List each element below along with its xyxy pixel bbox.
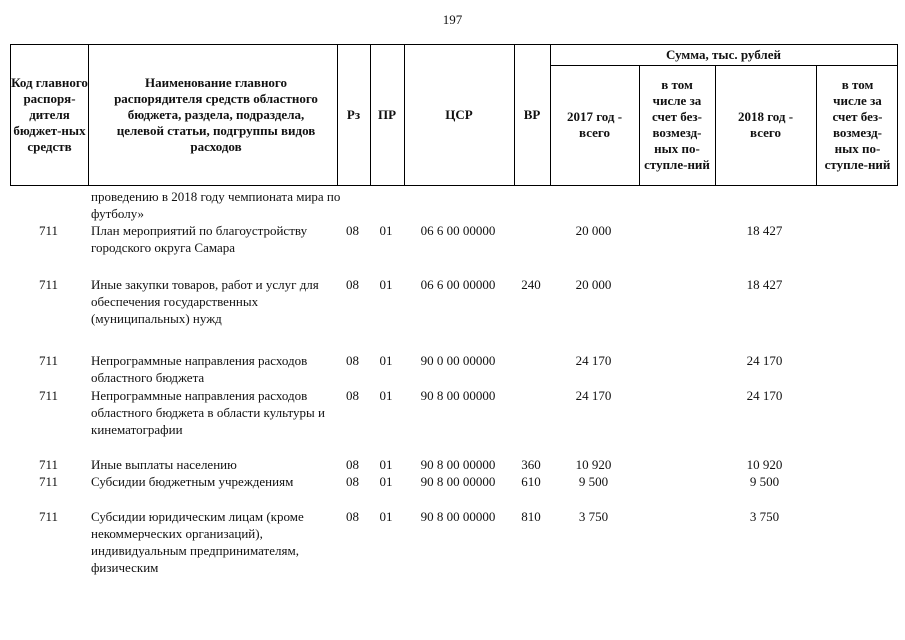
row-sum-2017: 20 000 [575, 223, 612, 238]
row-sum-2017: 10 920 [575, 457, 612, 472]
row-rz: 08 [346, 353, 359, 368]
header-sum-2018-total: 2018 год - всего [737, 109, 794, 140]
row-sum-2018: 18 427 [746, 277, 783, 292]
row-csr: 06 6 00 00000 [420, 223, 496, 238]
row-rz: 08 [346, 509, 359, 524]
row-sum-2018: 10 920 [746, 457, 783, 472]
row-name: проведению в 2018 году чемпионата мира по футболу» [91, 189, 341, 221]
row-vr: 240 [521, 277, 541, 292]
row-rz: 08 [346, 474, 359, 489]
row-pr: 01 [379, 223, 393, 238]
row-csr: 06 6 00 00000 [420, 277, 496, 292]
row-csr: 90 0 00 00000 [420, 353, 496, 368]
header-name: Наименование главного распорядителя средств областного бюджета, раздела, подраздела, целевой статьи, подгруппы видов расходов [114, 75, 318, 154]
row-sum-2018: 3 750 [749, 509, 780, 524]
row-name: Субсидии юридическим лицам (кроме некоммерческих организаций), индивидуальным предпринимателям, физическим [91, 509, 304, 575]
row-code: 711 [38, 509, 59, 524]
row-code: 711 [38, 223, 59, 238]
row-csr: 90 8 00 00000 [420, 457, 496, 472]
row-sum-2017: 9 500 [578, 474, 609, 489]
row-rz: 08 [346, 388, 359, 403]
row-vr: 610 [521, 474, 541, 489]
header-sum-group: Сумма, тыс. рублей [666, 47, 781, 62]
row-code: 711 [38, 277, 59, 292]
row-code: 711 [38, 457, 59, 472]
row-code: 711 [38, 353, 59, 368]
row-vr: 810 [521, 509, 541, 524]
row-sum-2017: 3 750 [578, 509, 609, 524]
header-sum-2018-free: в том числе за счет без-возмезд-ных по-ступле-ний [824, 77, 891, 172]
header-sum-2017-total: 2017 год - всего [566, 109, 623, 140]
header-vr: ВР [523, 107, 541, 122]
row-rz: 08 [346, 457, 359, 472]
row-vr: 360 [521, 457, 541, 472]
page-number: 197 [442, 12, 463, 27]
row-sum-2017: 24 170 [575, 353, 612, 368]
row-pr: 01 [379, 353, 393, 368]
row-name: Иные выплаты населению [91, 457, 237, 472]
row-rz: 08 [346, 277, 359, 292]
table-header [10, 44, 898, 186]
row-sum-2018: 24 170 [746, 388, 783, 403]
row-name: План мероприятий по благоустройству городского округа Самара [91, 223, 308, 255]
row-pr: 01 [379, 457, 393, 472]
row-sum-2018: 24 170 [746, 353, 783, 368]
row-csr: 90 8 00 00000 [420, 474, 496, 489]
row-pr: 01 [379, 509, 393, 524]
header-rz: Рз [346, 107, 361, 122]
row-name: Непрограммные направления расходов областного бюджета [91, 353, 308, 385]
row-name: Непрограммные направления расходов областного бюджета в области культуры и кинематографии [91, 388, 325, 437]
header-code: Код главного распоря-дителя бюджет-ных средств [11, 75, 88, 154]
row-name: Субсидии бюджетным учреждениям [91, 474, 294, 489]
row-rz: 08 [346, 223, 359, 238]
row-sum-2017: 24 170 [575, 388, 612, 403]
row-pr: 01 [379, 388, 393, 403]
row-code: 711 [38, 474, 59, 489]
header-csr: ЦСР [445, 107, 473, 122]
header-sum-2017-free: в том числе за счет без-возмезд-ных по-ступле-ний [644, 77, 710, 172]
row-code: 711 [38, 388, 59, 403]
row-sum-2018: 9 500 [749, 474, 780, 489]
row-pr: 01 [379, 474, 393, 489]
row-pr: 01 [379, 277, 393, 292]
row-sum-2018: 18 427 [746, 223, 783, 238]
header-pr: ПР [377, 107, 397, 122]
row-sum-2017: 20 000 [575, 277, 612, 292]
row-csr: 90 8 00 00000 [420, 509, 496, 524]
row-name: Иные закупки товаров, работ и услуг для обеспечения государственных (муниципальных) нужд [91, 277, 319, 326]
row-csr: 90 8 00 00000 [420, 388, 496, 403]
